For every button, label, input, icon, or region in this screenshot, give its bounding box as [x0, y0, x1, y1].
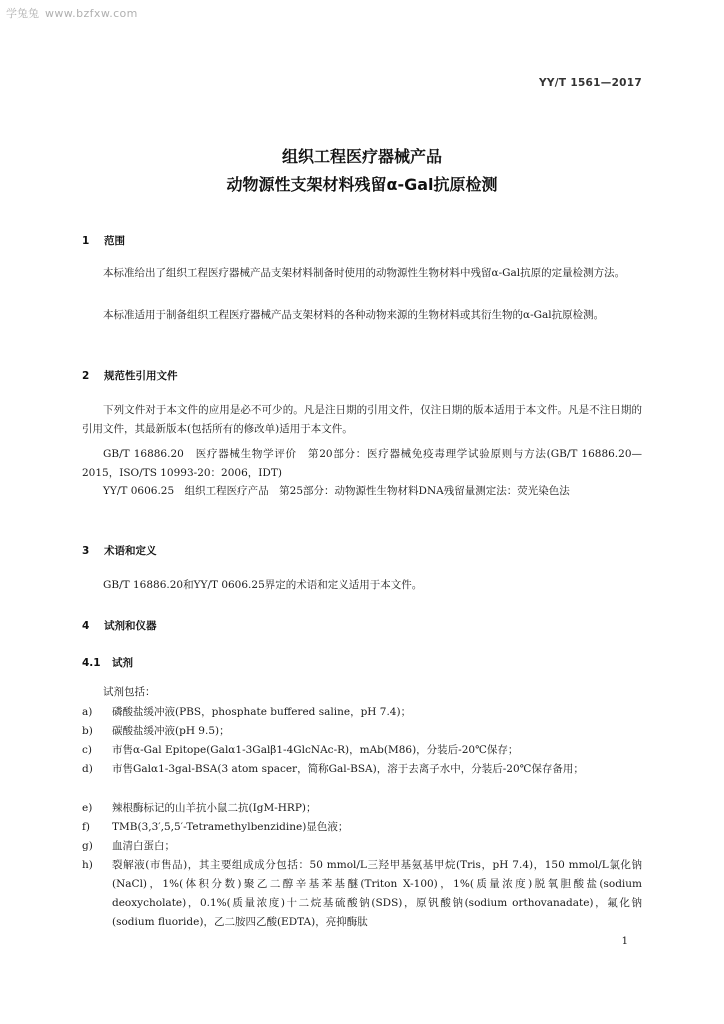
- list-item-text: 裂解液(市售品)，其主要组成成分包括：50 mmol/L三羟甲基氨基甲烷(Tris，pH 7.4)，150 mmol/L氯化钠(NaCl)，1%(体积分数)聚乙二醇辛基苯基醚(Triton X-100)，1%(质量浓度)脱氧胆酸盐(sodium deoxycholate)，0.1%(质量浓度)十二烷基硫酸钠(SDS)，原钒酸钠(sodium orthovanadate)，氟化钠(sodium fluoride)，乙二胺四乙酸(EDTA)，亮抑酶肽: [112, 859, 642, 928]
- list-item-text: 市售Galα1-3gal-BSA(3 atom spacer，简称Gal-BSA)，溶于去离子水中，分装后-20℃保存备用；: [112, 763, 584, 775]
- list-item: [82, 799, 642, 818]
- standard-number: YY/T 1561—2017: [538, 77, 642, 89]
- section-1-paragraph-2: 本标准适用于制备组织工程医疗器械产品支架材料的各种动物来源的生物材料或其衍生物的α-Gal抗原检测。: [103, 309, 605, 321]
- subsection-number: 4.1: [82, 657, 101, 669]
- watermark-url: www.bzfxw.com: [45, 7, 138, 20]
- list-item-text: TMB(3,3′,5,5′-Tetramethylbenzidine)显色液；: [112, 821, 349, 833]
- section-number: 2: [82, 370, 90, 382]
- section-number: 4: [82, 620, 90, 632]
- normative-reference-2: YY/T 0606.25 组织工程医疗产品 第25部分：动物源性生物材料DNA残留量测定法：荧光染色法: [103, 485, 570, 497]
- list-item: [82, 760, 642, 779]
- list-item-text: 血清白蛋白；: [112, 840, 175, 852]
- section-title: 试剂和仪器: [104, 620, 157, 632]
- section-title: 范围: [104, 235, 125, 247]
- list-item-text: 辣根酶标记的山羊抗小鼠二抗(IgM-HRP)；: [112, 802, 317, 814]
- list-item-label: a): [82, 706, 93, 718]
- list-item: [82, 856, 642, 932]
- list-item-label: b): [82, 725, 93, 737]
- subsection-4-1-heading: [82, 655, 133, 670]
- page-number: 1: [621, 936, 628, 947]
- watermark: [6, 5, 138, 21]
- list-item-label: c): [82, 744, 92, 756]
- document-title-line2: 动物源性支架材料残留α-Gal抗原检测: [226, 175, 498, 194]
- list-item-label: e): [82, 802, 93, 814]
- list-item-text: 磷酸盐缓冲液(PBS，phosphate buffered saline，pH 7.4)；: [112, 706, 412, 718]
- list-item-label: h): [82, 859, 93, 871]
- list-item-text: 市售α-Gal Epitope(Galα1-3Galβ1-4GlcNAc-R)，mAb(M86)，分装后-20℃保存；: [112, 744, 519, 756]
- list-item: [82, 818, 642, 837]
- section-2-paragraph: 下列文件对于本文件的应用是必不可少的。凡是注日期的引用文件，仅注日期的版本适用于本文件。凡是不注日期的引用文件，其最新版本(包括所有的修改单)适用于本文件。: [82, 404, 642, 435]
- list-item: [82, 722, 642, 741]
- list-item: [82, 741, 642, 760]
- watermark-site: 学兔兔: [6, 7, 39, 20]
- section-3-paragraph: GB/T 16886.20和YY/T 0606.25界定的术语和定义适用于本文件。: [103, 579, 423, 591]
- list-item-text: 碳酸盐缓冲液(pH 9.5)；: [112, 725, 230, 737]
- list-item-label: f): [82, 821, 90, 833]
- reagent-list-intro: 试剂包括：: [103, 686, 156, 698]
- section-title: 术语和定义: [104, 545, 157, 557]
- section-number: 3: [82, 545, 90, 557]
- section-1-paragraph-1: 本标准给出了组织工程医疗器械产品支架材料制备时使用的动物源性生物材料中残留α-Gal抗原的定量检测方法。: [103, 267, 626, 279]
- section-1-heading: [82, 233, 125, 248]
- list-item-label: g): [82, 840, 93, 852]
- section-3-heading: [82, 543, 157, 558]
- section-4-heading: [82, 618, 157, 633]
- list-item: [82, 703, 642, 722]
- subsection-title: 试剂: [112, 657, 133, 669]
- section-2-heading: [82, 368, 178, 383]
- list-item-label: d): [82, 763, 93, 775]
- section-title: 规范性引用文件: [104, 370, 178, 382]
- document-title-line1: 组织工程医疗器械产品: [281, 147, 442, 166]
- section-number: 1: [82, 235, 90, 247]
- list-item: [82, 837, 642, 856]
- normative-reference-1: GB/T 16886.20 医疗器械生物学评价 第20部分：医疗器械免疫毒理学试验原则与方法(GB/T 16886.20—2015，ISO/TS 10993-20：2006，IDT): [82, 448, 642, 479]
